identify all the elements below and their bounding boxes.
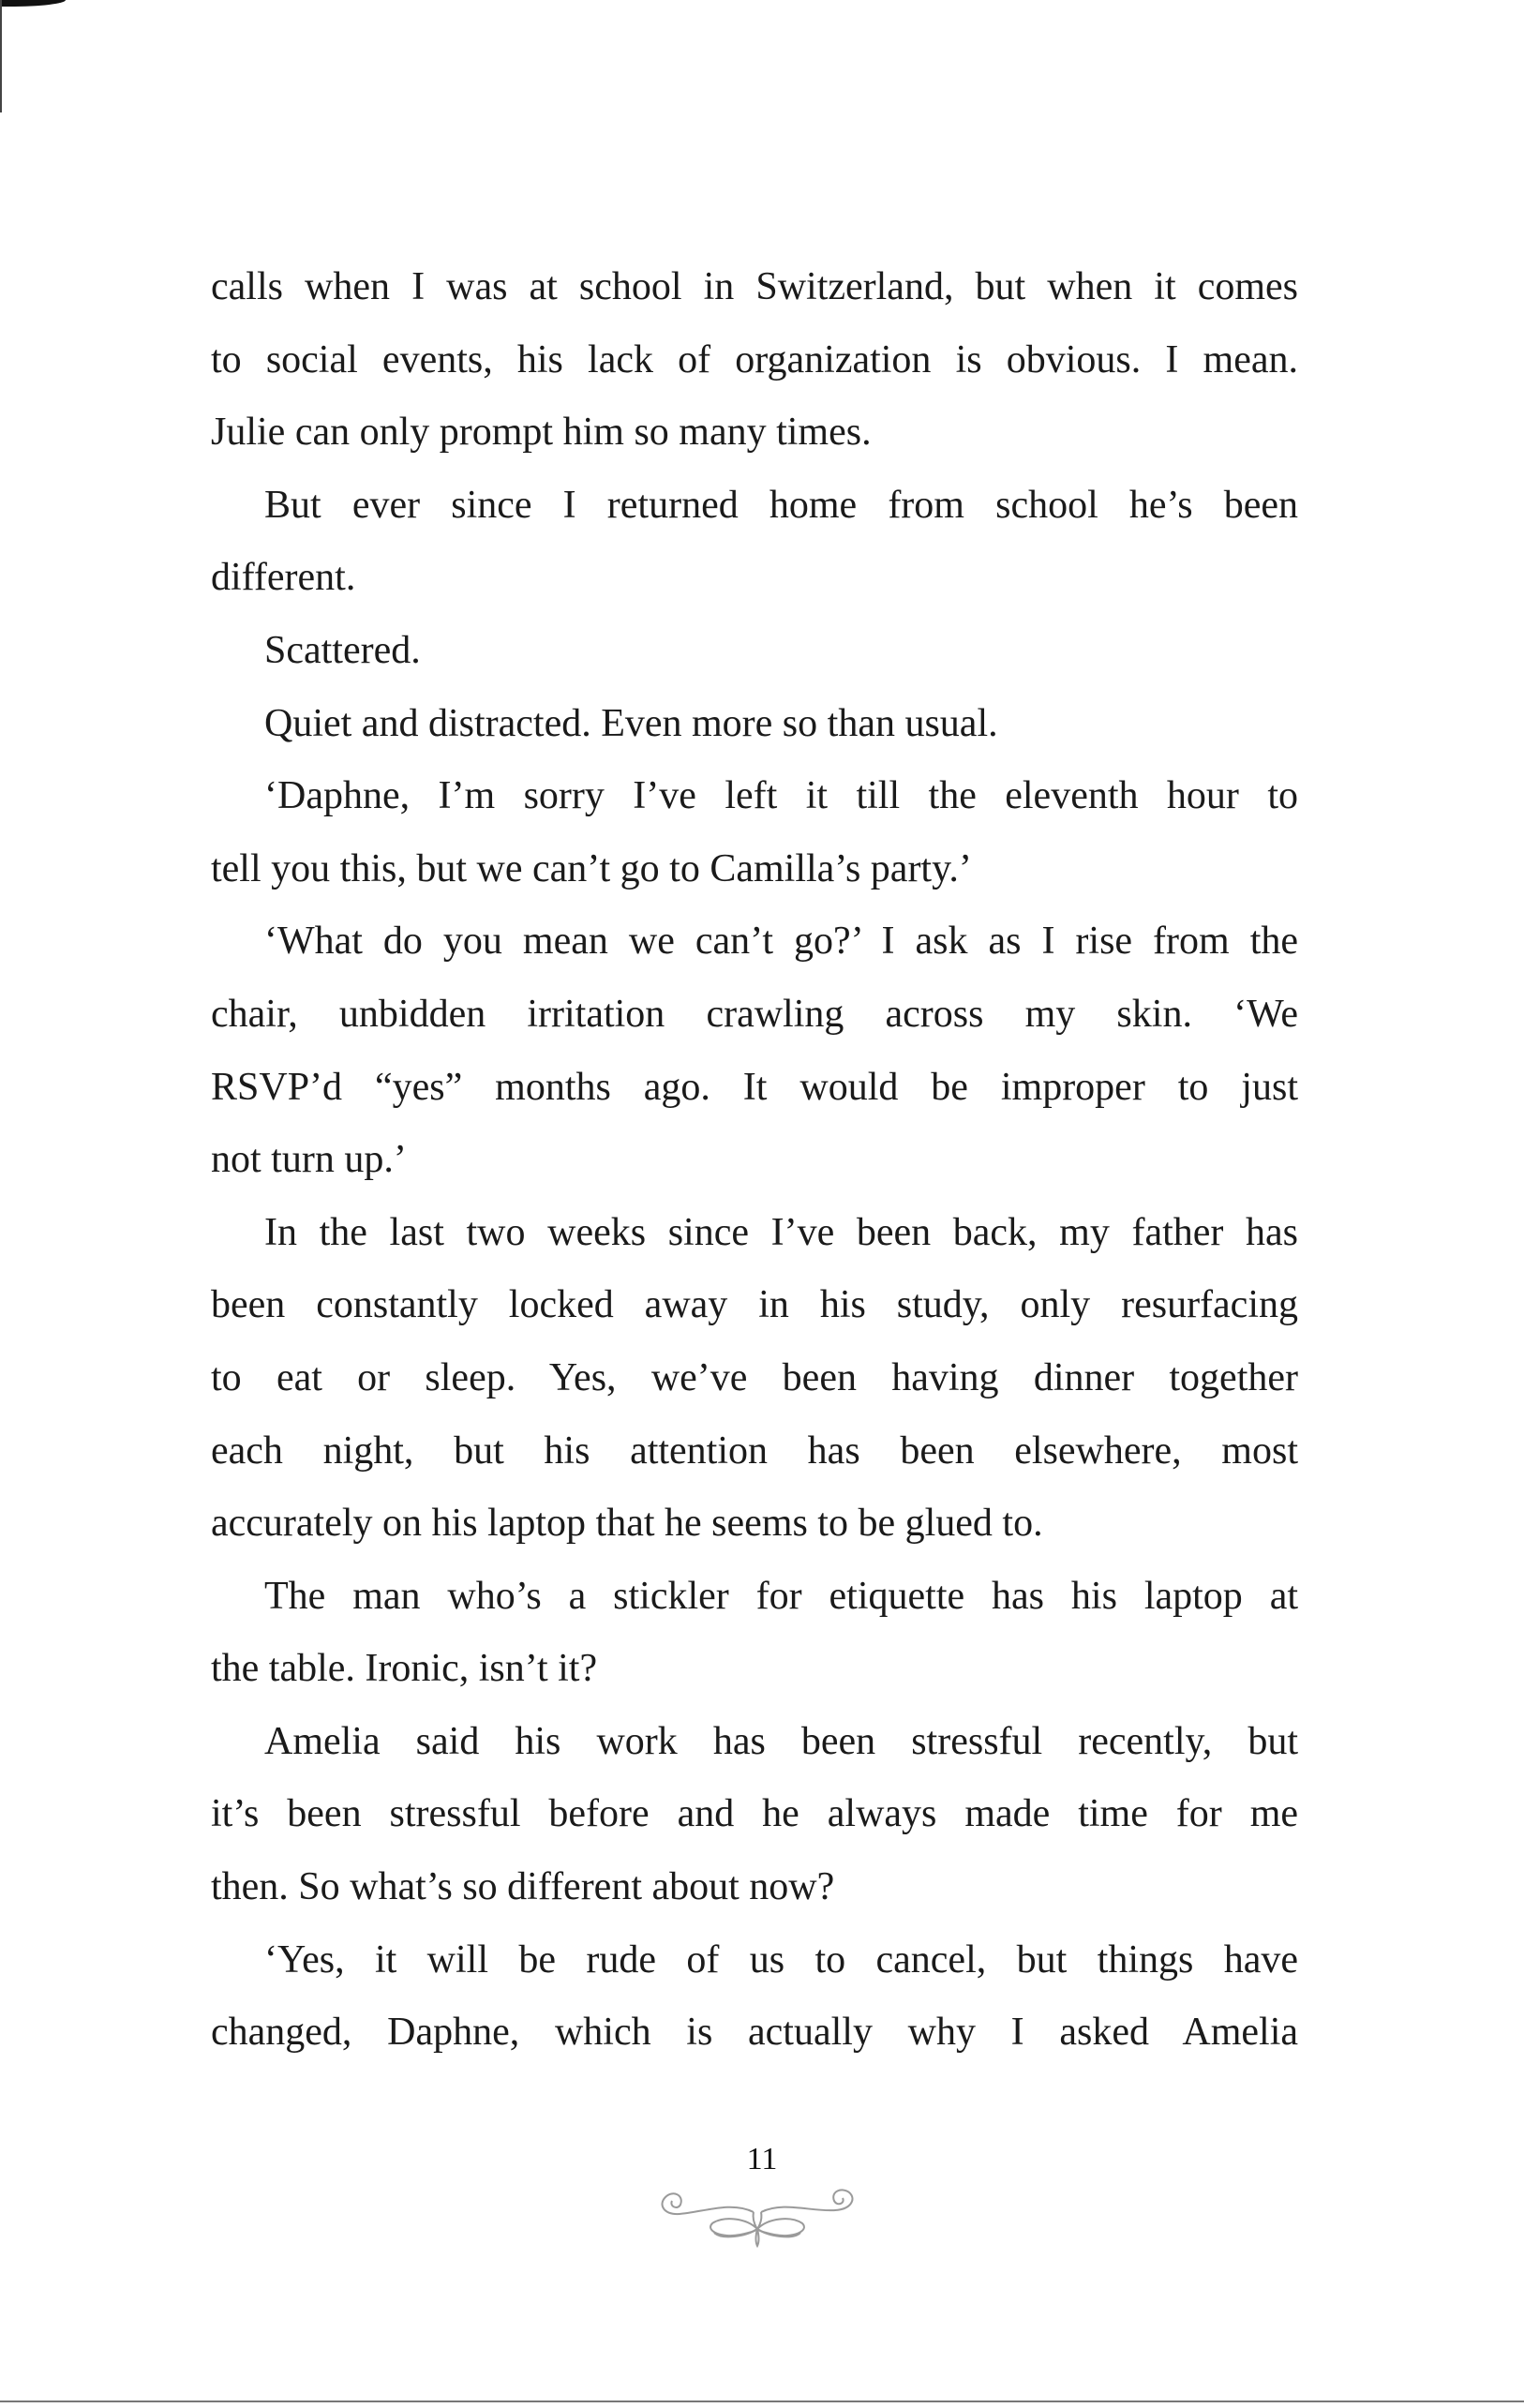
scan-bottom-edge — [0, 2401, 1524, 2402]
text-line: Amelia said his work has been stressful recently, but — [264, 1719, 1298, 1763]
text-line: not turn up.’ — [211, 1138, 407, 1182]
text-line: calls when I was at school in Switzerland, but when it comes — [211, 265, 1298, 308]
text-line: the table. Ironic, isn’t it? — [211, 1647, 598, 1691]
scan-edge — [0, 0, 2, 112]
text-line: different. — [211, 556, 356, 600]
body-text — [211, 251, 1298, 2070]
text-line: then. So what’s so different about now? — [211, 1865, 835, 1909]
text-line: it’s been stressful before and he always made time for me — [211, 1792, 1298, 1836]
text-line: each night, but his attention has been elsewhere, most — [211, 1428, 1298, 1473]
text-line: to eat or sleep. Yes, we’ve been having dinner together — [211, 1355, 1298, 1399]
text-line: changed, Daphne, which is actually why I asked Amelia — [211, 2011, 1298, 2055]
scan-corner-shadow — [0, 0, 66, 7]
text-line: accurately on his laptop that he seems to be glued to. — [211, 1502, 1043, 1546]
text-line: to social events, his lack of organization is obvious. I mean. — [211, 337, 1298, 381]
text-line: tell you this, but we can’t go to Camilla’s party.’ — [211, 846, 972, 890]
text-line: Quiet and distracted. Even more so than usual. — [264, 701, 998, 745]
text-line: ‘Yes, it will be rude of us to cancel, but things have — [264, 1937, 1298, 1982]
page-number: 11 — [746, 2142, 778, 2176]
text-line: been constantly locked away in his study, only resurfacing — [211, 1283, 1298, 1327]
text-line: Scattered. — [264, 628, 421, 672]
text-line: In the last two weeks since I’ve been back, my father has — [264, 1210, 1298, 1254]
text-line: chair, unbidden irritation crawling across my skin. ‘We — [211, 992, 1298, 1036]
text-line: The man who’s a stickler for etiquette has his laptop at — [264, 1574, 1298, 1618]
text-line: ‘What do you mean we can’t go?’ I ask as I rise from the — [264, 920, 1298, 964]
text-line: But ever since I returned home from school he’s been — [264, 483, 1298, 527]
text-line: Julie can only prompt him so many times. — [211, 411, 872, 455]
text-line: ‘Daphne, I’m sorry I’ve left it till the eleventh hour to — [264, 774, 1298, 818]
text-line: RSVP’d “yes” months ago. It would be improper to just — [211, 1065, 1298, 1109]
flourish-ornament-icon — [656, 2184, 859, 2259]
